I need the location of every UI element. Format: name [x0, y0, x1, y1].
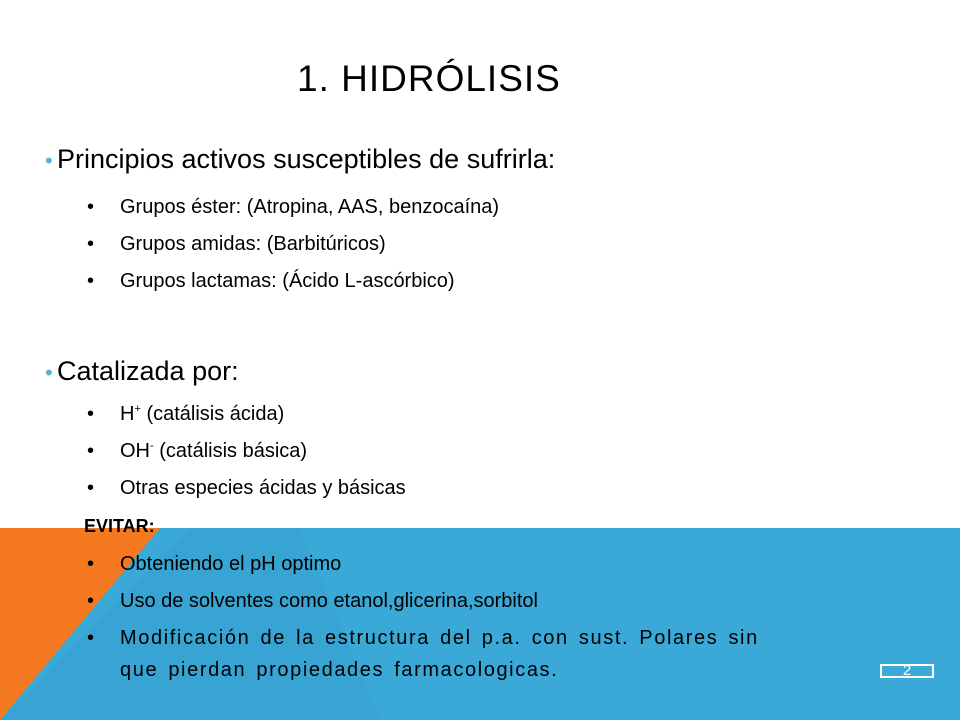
list-item: • Uso de solventes como etanol,glicerina,sorbitol: [87, 590, 538, 612]
bullet-icon: •: [87, 403, 95, 425]
list-item: • Modificación de la estructura del p.a. con sust. Polares sin: [87, 627, 759, 649]
list-item: • H+ (catálisis ácida): [87, 403, 285, 425]
slide-title: 1. HIDRÓLISIS: [297, 58, 561, 99]
bullet-icon: •: [87, 627, 96, 649]
bullet-icon: •: [87, 196, 95, 218]
bullet-icon: •: [45, 148, 53, 173]
bullet-icon: •: [87, 553, 95, 575]
bullet-icon: •: [87, 440, 95, 462]
section2-heading: • Catalizada por:: [45, 356, 239, 386]
list-item: • Grupos éster: (Atropina, AAS, benzocaína): [87, 196, 500, 218]
list-item: • Obteniendo el pH optimo: [87, 553, 342, 575]
list-item: • Grupos amidas: (Barbitúricos): [87, 233, 386, 255]
bullet-icon: •: [87, 270, 95, 292]
page-number: 2: [880, 664, 934, 678]
list-item: • Grupos lactamas: (Ácido L-ascórbico): [87, 270, 455, 292]
evitar-label: EVITAR:: [84, 516, 155, 536]
section1-heading: • Principios activos susceptibles de sufrirla:: [45, 144, 556, 174]
bullet-icon: •: [87, 590, 95, 612]
list-item-continuation: que pierdan propiedades farmacologicas.: [120, 659, 559, 681]
bullet-icon: •: [87, 477, 95, 499]
list-item: • Otras especies ácidas y básicas: [87, 477, 406, 499]
list-item: • OH- (catálisis básica): [87, 440, 308, 462]
bullet-icon: •: [45, 360, 53, 385]
bullet-icon: •: [87, 233, 95, 255]
